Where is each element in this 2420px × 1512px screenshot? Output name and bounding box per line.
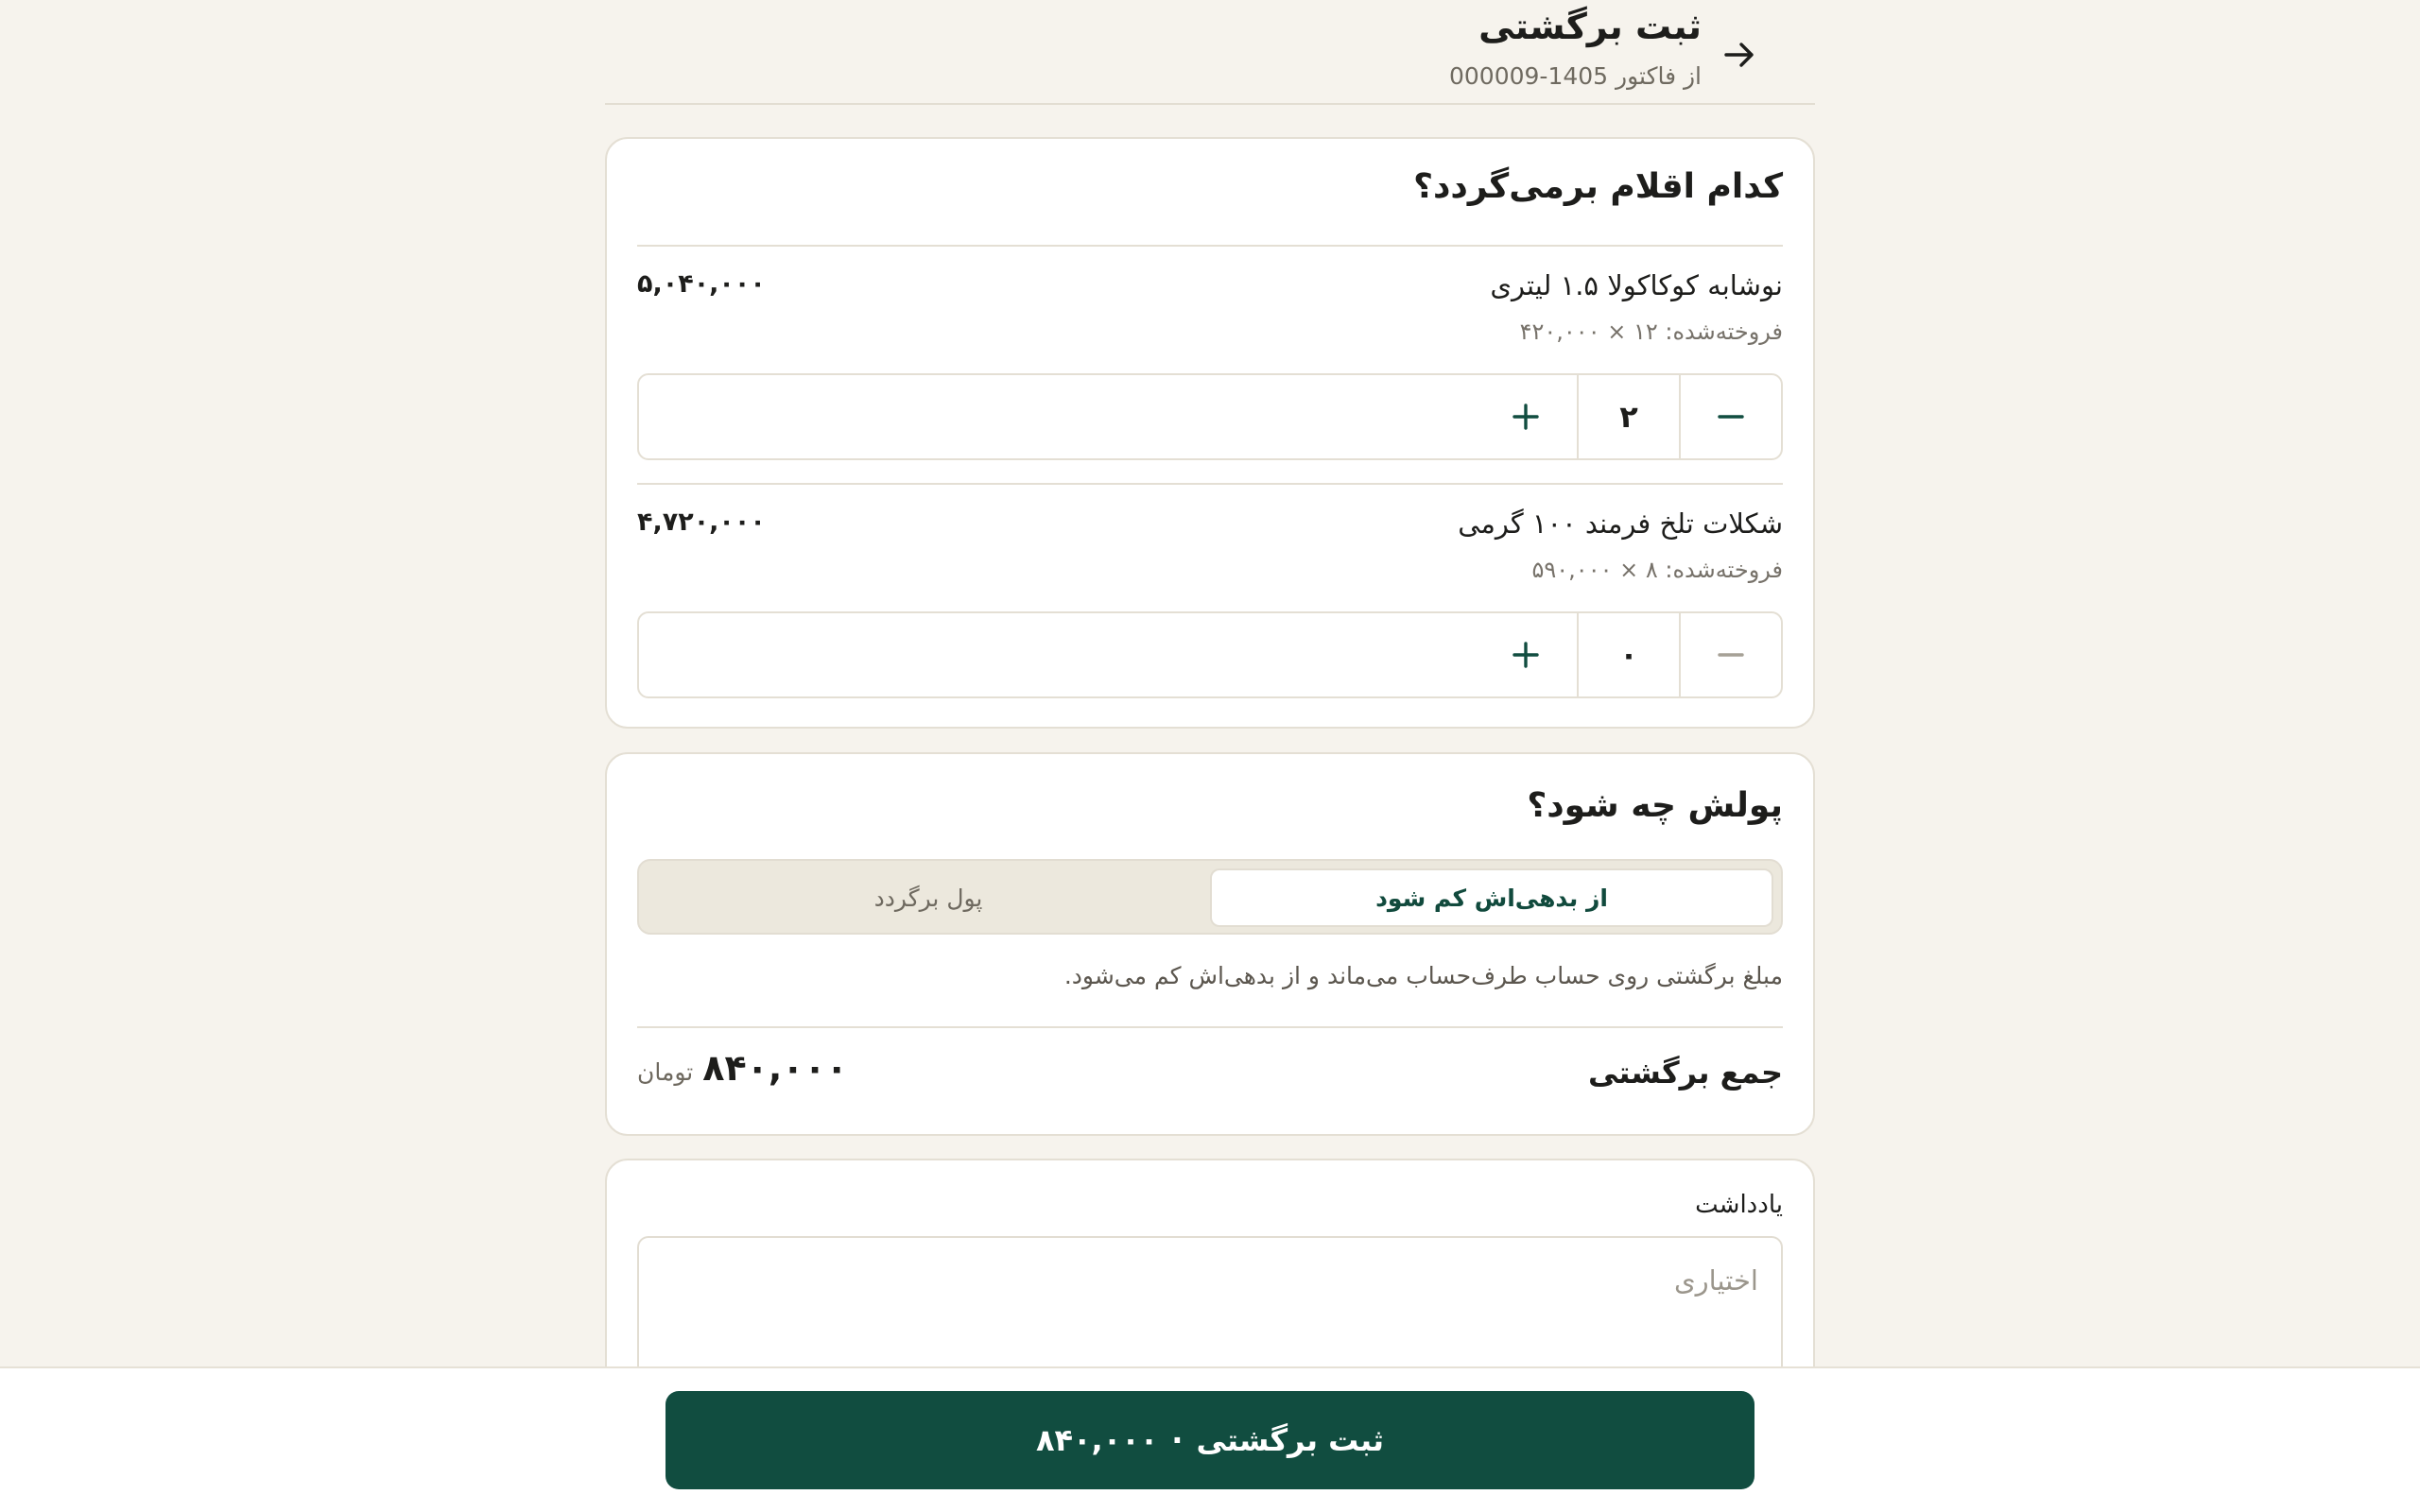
option-refund-money[interactable]: پول برگردد bbox=[873, 884, 983, 912]
subtitle-prefix: از فاکتور bbox=[1616, 62, 1702, 90]
refund-method-card bbox=[605, 752, 1815, 1136]
return-items-card bbox=[605, 137, 1815, 729]
divider bbox=[637, 483, 1783, 485]
submit-label: ثبت برگشتی bbox=[1196, 1422, 1385, 1458]
bottom-action-bar bbox=[0, 1366, 2420, 1512]
item-name: شکلات تلخ فرمند ۱۰۰ گرمی bbox=[1458, 507, 1783, 540]
notes-label: یادداشت bbox=[1695, 1191, 1783, 1219]
money-card-title: پولش چه شود؟ bbox=[1527, 786, 1783, 825]
divider bbox=[637, 245, 1783, 247]
plus-icon bbox=[1511, 402, 1541, 432]
total-return-amount: ۸۴۰,۰۰۰ bbox=[702, 1047, 848, 1089]
total-return-label: جمع برگشتی bbox=[1587, 1055, 1783, 1091]
minus-icon bbox=[1716, 640, 1746, 670]
quantity-value[interactable]: ۰ bbox=[1577, 613, 1679, 696]
item-sold-info: فروخته‌شده: ۱۲ × ۴۲۰,۰۰۰ bbox=[1519, 318, 1783, 345]
submit-return-button[interactable] bbox=[666, 1391, 1754, 1489]
quantity-stepper bbox=[637, 373, 1783, 460]
submit-separator: · bbox=[1171, 1422, 1184, 1458]
refund-description: مبلغ برگشتی روی حساب طرف‌حساب می‌ماند و از بدهی‌اش کم می‌شود. bbox=[1063, 962, 1783, 989]
invoice-subtitle bbox=[1449, 62, 1702, 90]
quantity-value[interactable]: ۲ bbox=[1577, 375, 1679, 458]
stepper-spacer bbox=[639, 613, 1475, 696]
decrease-button[interactable] bbox=[1679, 375, 1781, 458]
invoice-number: 1405-000009 bbox=[1448, 62, 1609, 90]
page-header bbox=[605, 0, 1815, 105]
item-sold-info: فروخته‌شده: ۸ × ۵۹۰,۰۰۰ bbox=[1531, 557, 1783, 583]
stepper-spacer bbox=[639, 375, 1475, 458]
item-total: ۵,۰۴۰,۰۰۰ bbox=[637, 269, 766, 299]
item-total: ۴,۷۲۰,۰۰۰ bbox=[637, 507, 766, 537]
items-card-title: کدام اقلام برمی‌گردد؟ bbox=[1413, 167, 1783, 206]
plus-icon bbox=[1511, 640, 1541, 670]
page-title: ثبت برگشتی bbox=[1478, 6, 1702, 47]
option-reduce-debt[interactable]: از بدهی‌اش کم شود bbox=[1210, 868, 1773, 927]
submit-amount: ۸۴۰,۰۰۰ bbox=[1035, 1422, 1159, 1458]
decrease-button[interactable] bbox=[1679, 613, 1781, 696]
increase-button[interactable] bbox=[1475, 375, 1577, 458]
back-button[interactable] bbox=[1711, 28, 1768, 81]
currency-unit: تومان bbox=[637, 1058, 694, 1086]
arrow-right-icon bbox=[1720, 36, 1758, 74]
refund-method-toggle bbox=[637, 859, 1783, 935]
total-return-value bbox=[637, 1047, 848, 1089]
increase-button[interactable] bbox=[1475, 613, 1577, 696]
minus-icon bbox=[1716, 402, 1746, 432]
divider bbox=[637, 1026, 1783, 1028]
item-name: نوشابه کوکاکولا ۱.۵ لیتری bbox=[1490, 269, 1783, 301]
quantity-stepper bbox=[637, 611, 1783, 698]
